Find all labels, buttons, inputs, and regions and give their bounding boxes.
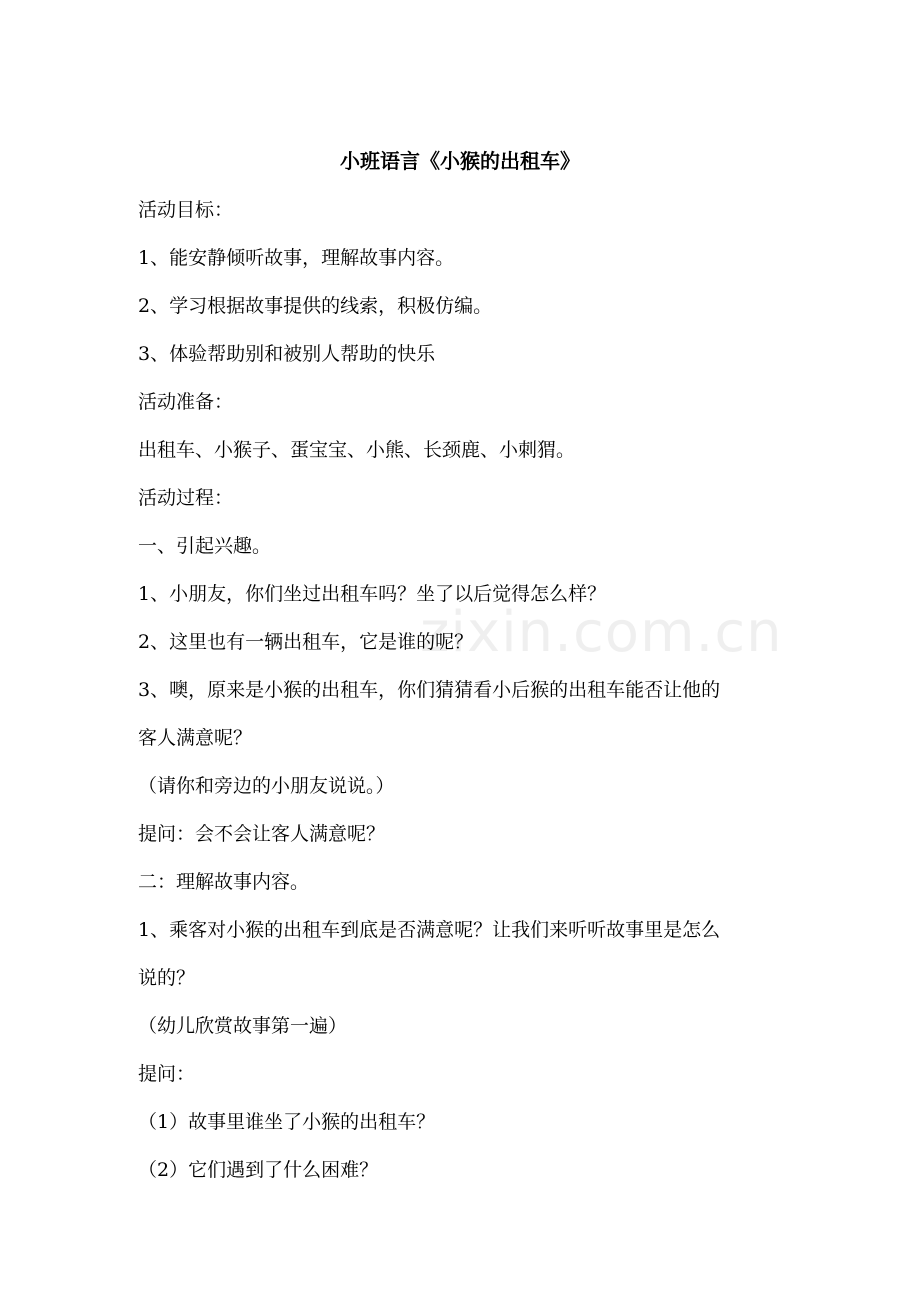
process-line: （1）故事里谁坐了小猴的出租车？ <box>138 1111 436 1133</box>
watermark: zixin.com.cn <box>420 600 783 665</box>
process-line: 提问：会不会让客人满意呢？ <box>138 823 386 845</box>
process-line: 1、小朋友，你们坐过出租车吗？坐了以后觉得怎么样？ <box>138 583 607 605</box>
process-line: 3、噢，原来是小猴的出租车，你们猜猜看小后猴的出租车能否让他的 <box>138 679 721 701</box>
goal-item-1: 1、能安静倾听故事，理解故事内容。 <box>138 247 455 269</box>
process-step-heading-2: 二：理解故事内容。 <box>138 871 310 893</box>
section-heading-process: 活动过程： <box>138 487 234 509</box>
document-title: 小班语言《小猴的出租车》 <box>340 149 580 173</box>
process-line: 客人满意呢？ <box>138 727 253 749</box>
process-line: （请你和旁边的小朋友说说。） <box>138 775 395 797</box>
process-step-heading-1: 一、引起兴趣。 <box>138 535 272 557</box>
goal-item-2: 2、学习根据故事提供的线索，积极仿编。 <box>138 295 493 317</box>
process-line: 2、这里也有一辆出租车，它是谁的呢？ <box>138 631 474 653</box>
section-heading-goals: 活动目标： <box>138 199 234 221</box>
process-line: （幼儿欣赏故事第一遍） <box>138 1015 348 1037</box>
process-line: 说的？ <box>138 967 196 989</box>
section-heading-preparation: 活动准备： <box>138 391 234 413</box>
preparation-text: 出租车、小猴子、蛋宝宝、小熊、长颈鹿、小刺猬。 <box>138 439 576 461</box>
process-line: 1、乘客对小猴的出租车到底是否满意呢？让我们来听听故事里是怎么 <box>138 919 721 941</box>
goal-item-3: 3、体验帮助别和被别人帮助的快乐 <box>138 343 436 365</box>
process-line: 提问： <box>138 1063 196 1085</box>
process-line: （2）它们遇到了什么困难？ <box>138 1159 379 1181</box>
